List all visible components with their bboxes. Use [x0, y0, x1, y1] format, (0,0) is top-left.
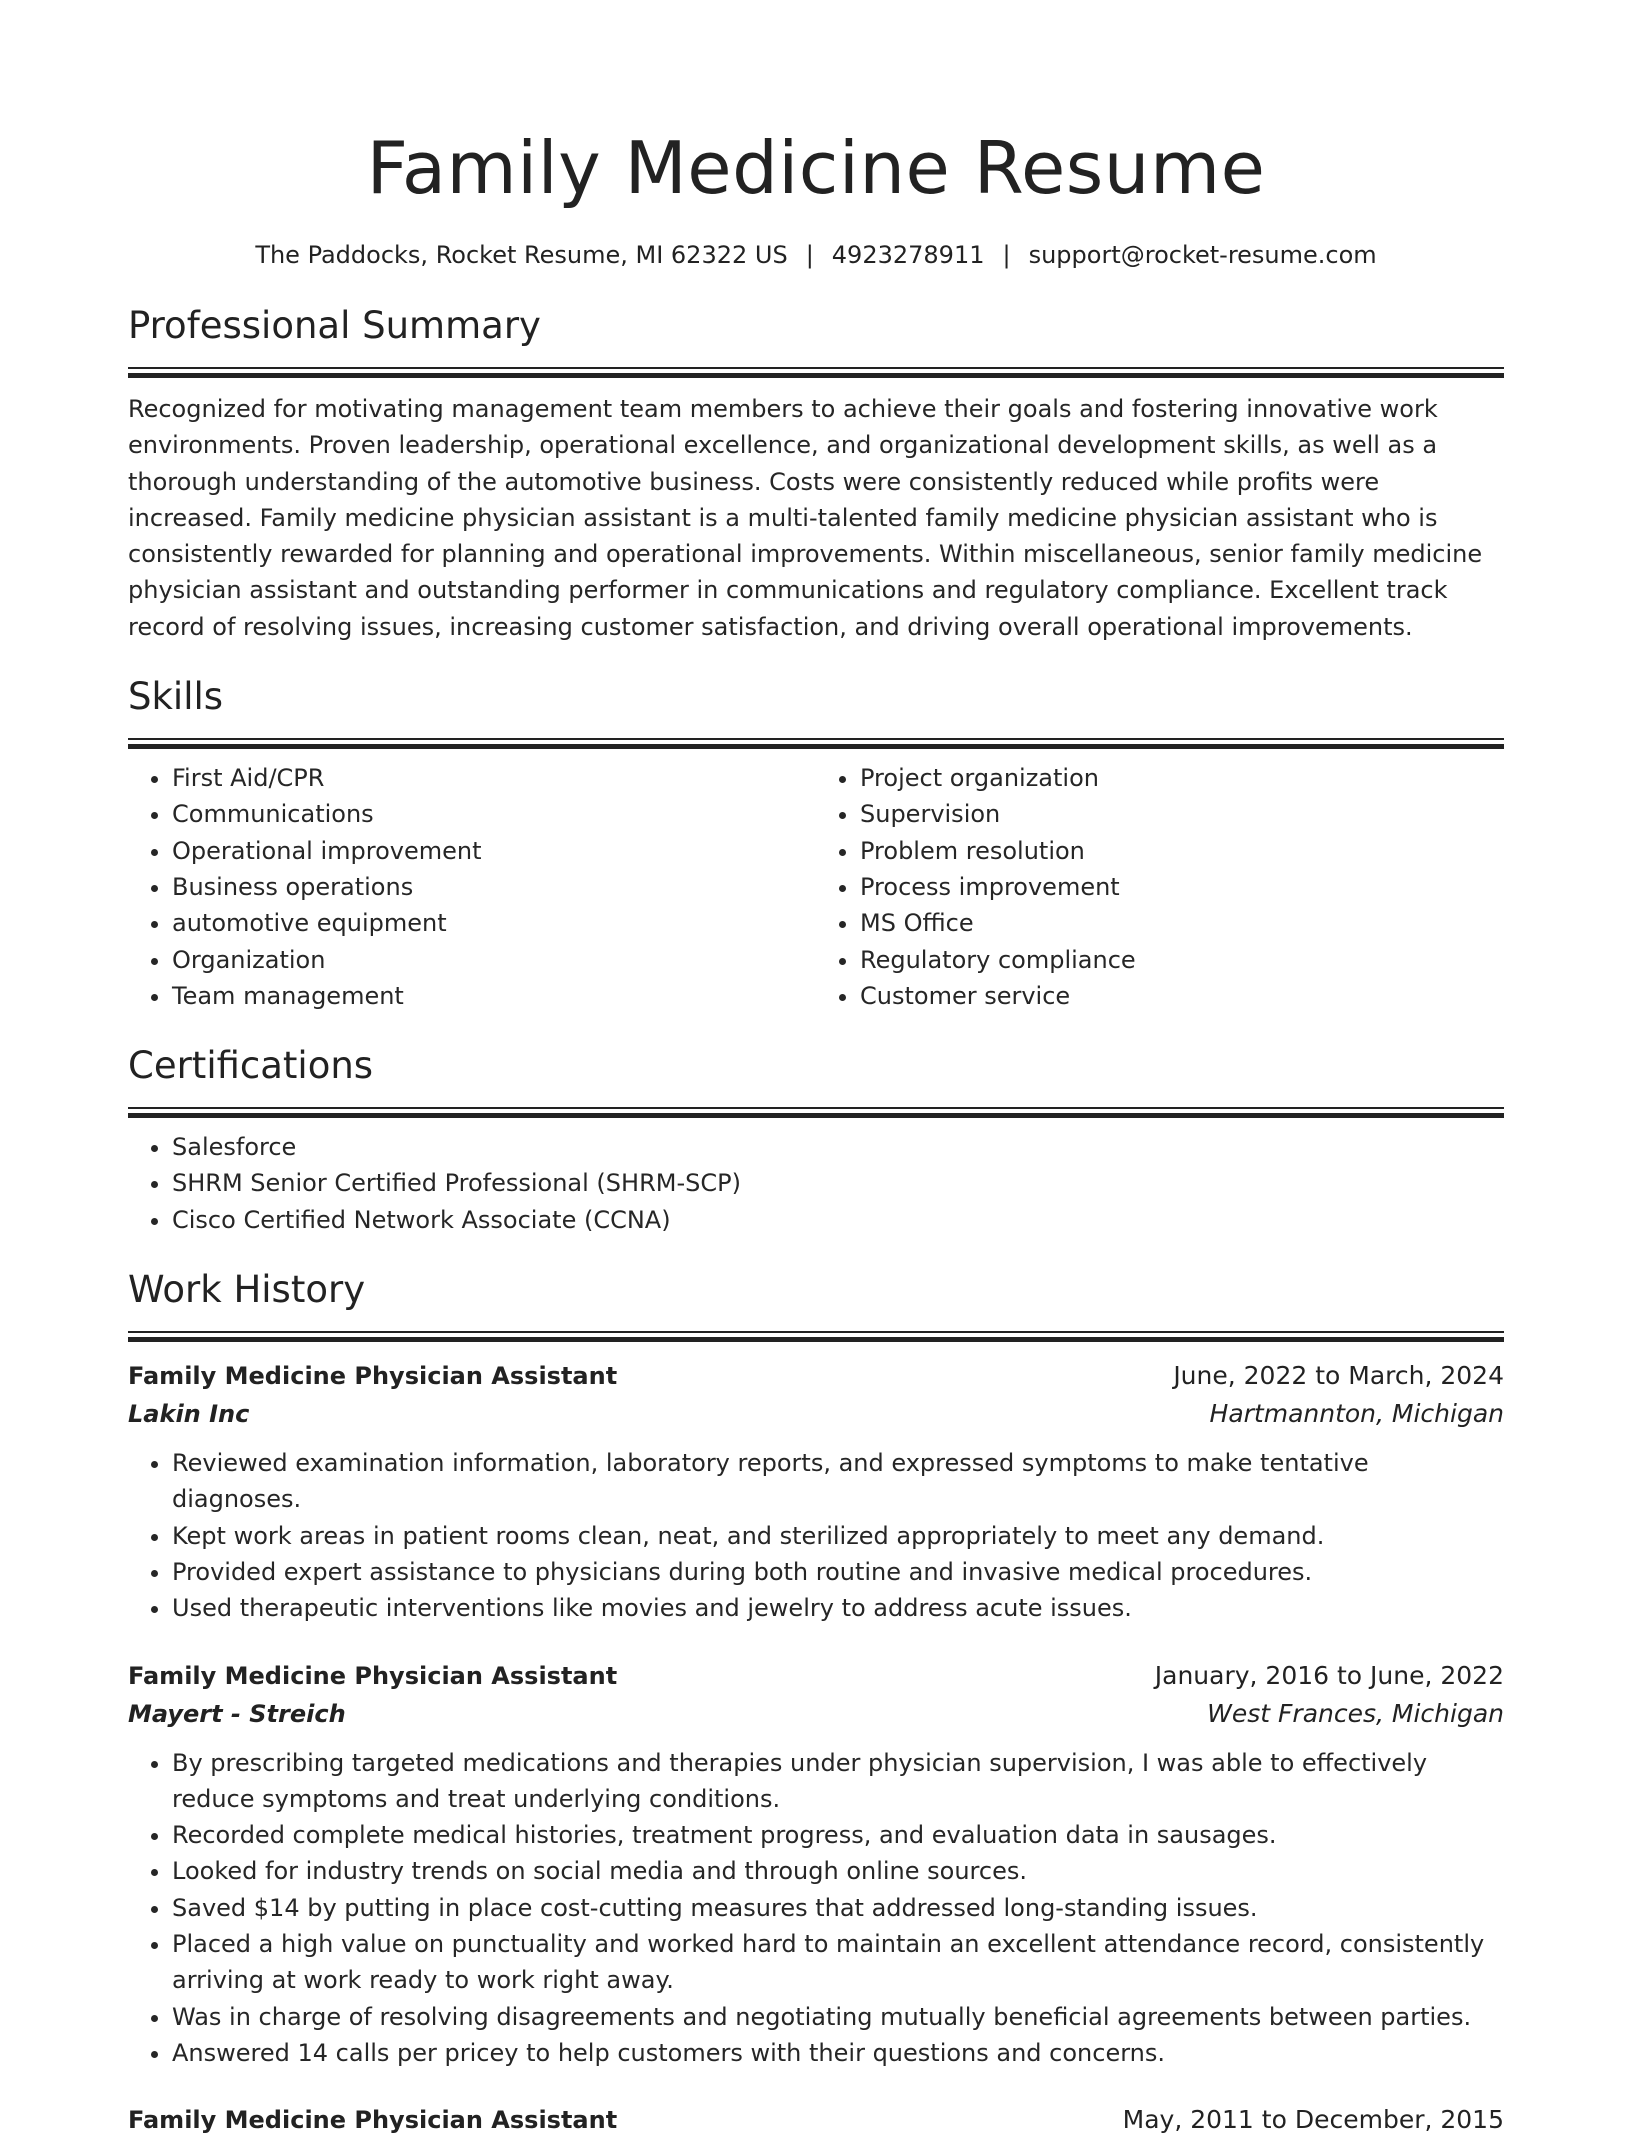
summary-section — [128, 302, 1504, 645]
summary-text: Recognized for motivating management team members to achieve their goals and fostering innovative work environments. Proven leadership, operational excellence, and organizational development skills, as well as a thorough understanding of the automotive business. Costs were consistently reduced while profits were increased. Family medicine physician assistant is a multi-talented family medicine physician assistant who is consistently rewarded for planning and operational improvements. Within miscellaneous, senior family medicine physician assistant and outstanding performer in communications and regulatory compliance. Excellent track record of resolving issues, increasing customer satisfaction, and driving overall operational improvements. — [128, 395, 1483, 641]
certification-item: • SHRM Senior Certified Professional (SHRM-SCP) — [172, 1165, 1504, 1201]
section-divider — [128, 367, 1504, 377]
job-dates: June, 2022 to March, 2024 — [1173, 1361, 1504, 1391]
job-bullets — [128, 1745, 1504, 2072]
contact-phone: 4923278911 — [831, 241, 985, 269]
skill-item: • Business operations — [172, 869, 816, 905]
skill-item: • Problem resolution — [860, 833, 1504, 869]
job-entry — [128, 1357, 1504, 1626]
section-title-skills: Skills — [128, 675, 224, 719]
skill-item: • MS Office — [860, 905, 1504, 941]
job-location: Hartmannton, Michigan — [1209, 1399, 1504, 1429]
contact-separator: | — [805, 241, 814, 269]
job-location: West Frances, Michigan — [1207, 1698, 1504, 1728]
job-entry — [128, 1657, 1504, 2072]
job-company: Lakin Inc — [128, 1400, 250, 1429]
skill-item: • First Aid/CPR — [172, 760, 816, 796]
skill-item: • Team management — [172, 978, 816, 1014]
job-company: Mayert - Streich — [128, 1699, 346, 1728]
contact-address: The Paddocks, Rocket Resume, MI 62322 US — [255, 241, 788, 269]
skill-item: • automotive equipment — [172, 905, 816, 941]
section-title-work-history: Work History — [128, 1268, 366, 1312]
section-divider — [128, 1107, 1504, 1117]
job-bullet: • Was in charge of resolving disagreements and negotiating mutually beneficial agreements between parties. — [172, 1999, 1504, 2035]
section-title-certifications: Certifications — [128, 1044, 374, 1088]
job-entry — [128, 2101, 1504, 2139]
job-title: Family Medicine Physician Assistant — [128, 1661, 618, 1690]
job-bullet: • Placed a high value on punctuality and worked hard to maintain an excellent attendance record, consistently arriving at work ready to work right away. — [172, 1926, 1504, 1999]
skill-item: • Project organization — [860, 760, 1504, 796]
job-dates: January, 2016 to June, 2022 — [1154, 1660, 1504, 1690]
skills-section — [128, 673, 1504, 1014]
skill-item: • Operational improvement — [172, 833, 816, 869]
section-divider — [128, 738, 1504, 748]
skill-item: • Organization — [172, 942, 816, 978]
skill-item: • Customer service — [860, 978, 1504, 1014]
job-title: Family Medicine Physician Assistant — [128, 2106, 618, 2135]
skill-item: • Process improvement — [860, 869, 1504, 905]
skills-grid — [128, 760, 1504, 1014]
job-bullets — [128, 1445, 1504, 1626]
job-header-row — [128, 2101, 1504, 2139]
certification-item: • Cisco Certified Network Associate (CCNA) — [172, 1202, 1504, 1238]
job-header-row — [128, 1357, 1504, 1395]
job-bullet: • Provided expert assistance to physicians during both routine and invasive medical procedures. — [172, 1554, 1504, 1590]
contact-email: support@rocket-resume.com — [1028, 241, 1377, 269]
section-title-summary: Professional Summary — [128, 304, 541, 347]
job-bullet: • Recorded complete medical histories, treatment progress, and evaluation data in sausages. — [172, 1817, 1504, 1853]
certification-item: • Salesforce — [172, 1129, 1504, 1165]
contact-separator: | — [1002, 241, 1011, 269]
job-bullet: • Looked for industry trends on social media and through online sources. — [172, 1853, 1504, 1889]
job-bullet: • Reviewed examination information, laboratory reports, and expressed symptoms to make tentative diagnoses. — [172, 1445, 1504, 1518]
section-divider — [128, 1331, 1504, 1341]
job-title: Family Medicine Physician Assistant — [128, 1362, 618, 1391]
job-bullet: • Answered 14 calls per pricey to help customers with their questions and concerns. — [172, 2035, 1504, 2071]
contact-line — [128, 238, 1504, 272]
skills-list-left — [128, 760, 816, 1014]
job-subheader-row — [128, 1395, 1504, 1433]
job-dates: May, 2011 to December, 2015 — [1122, 2105, 1504, 2135]
work-history-section — [128, 1266, 1504, 2139]
skills-list-right — [816, 760, 1504, 1014]
job-subheader-row — [128, 1695, 1504, 1733]
resume-name: Family Medicine Resume — [366, 126, 1266, 210]
skill-item: • Supervision — [860, 796, 1504, 832]
job-bullet: • Kept work areas in patient rooms clean, neat, and sterilized appropriately to meet any demand. — [172, 1518, 1504, 1554]
job-bullet: • By prescribing targeted medications and therapies under physician supervision, I was able to effectively reduce symptoms and treat underlying conditions. — [172, 1745, 1504, 1818]
job-bullet: • Saved $14 by putting in place cost-cutting measures that addressed long-standing issues. — [172, 1890, 1504, 1926]
job-header-row — [128, 1657, 1504, 1695]
skill-item: • Communications — [172, 796, 816, 832]
skill-item: • Regulatory compliance — [860, 942, 1504, 978]
certifications-list — [128, 1129, 1504, 1238]
certifications-section — [128, 1042, 1504, 1238]
job-bullet: • Used therapeutic interventions like movies and jewelry to address acute issues. — [172, 1590, 1504, 1626]
